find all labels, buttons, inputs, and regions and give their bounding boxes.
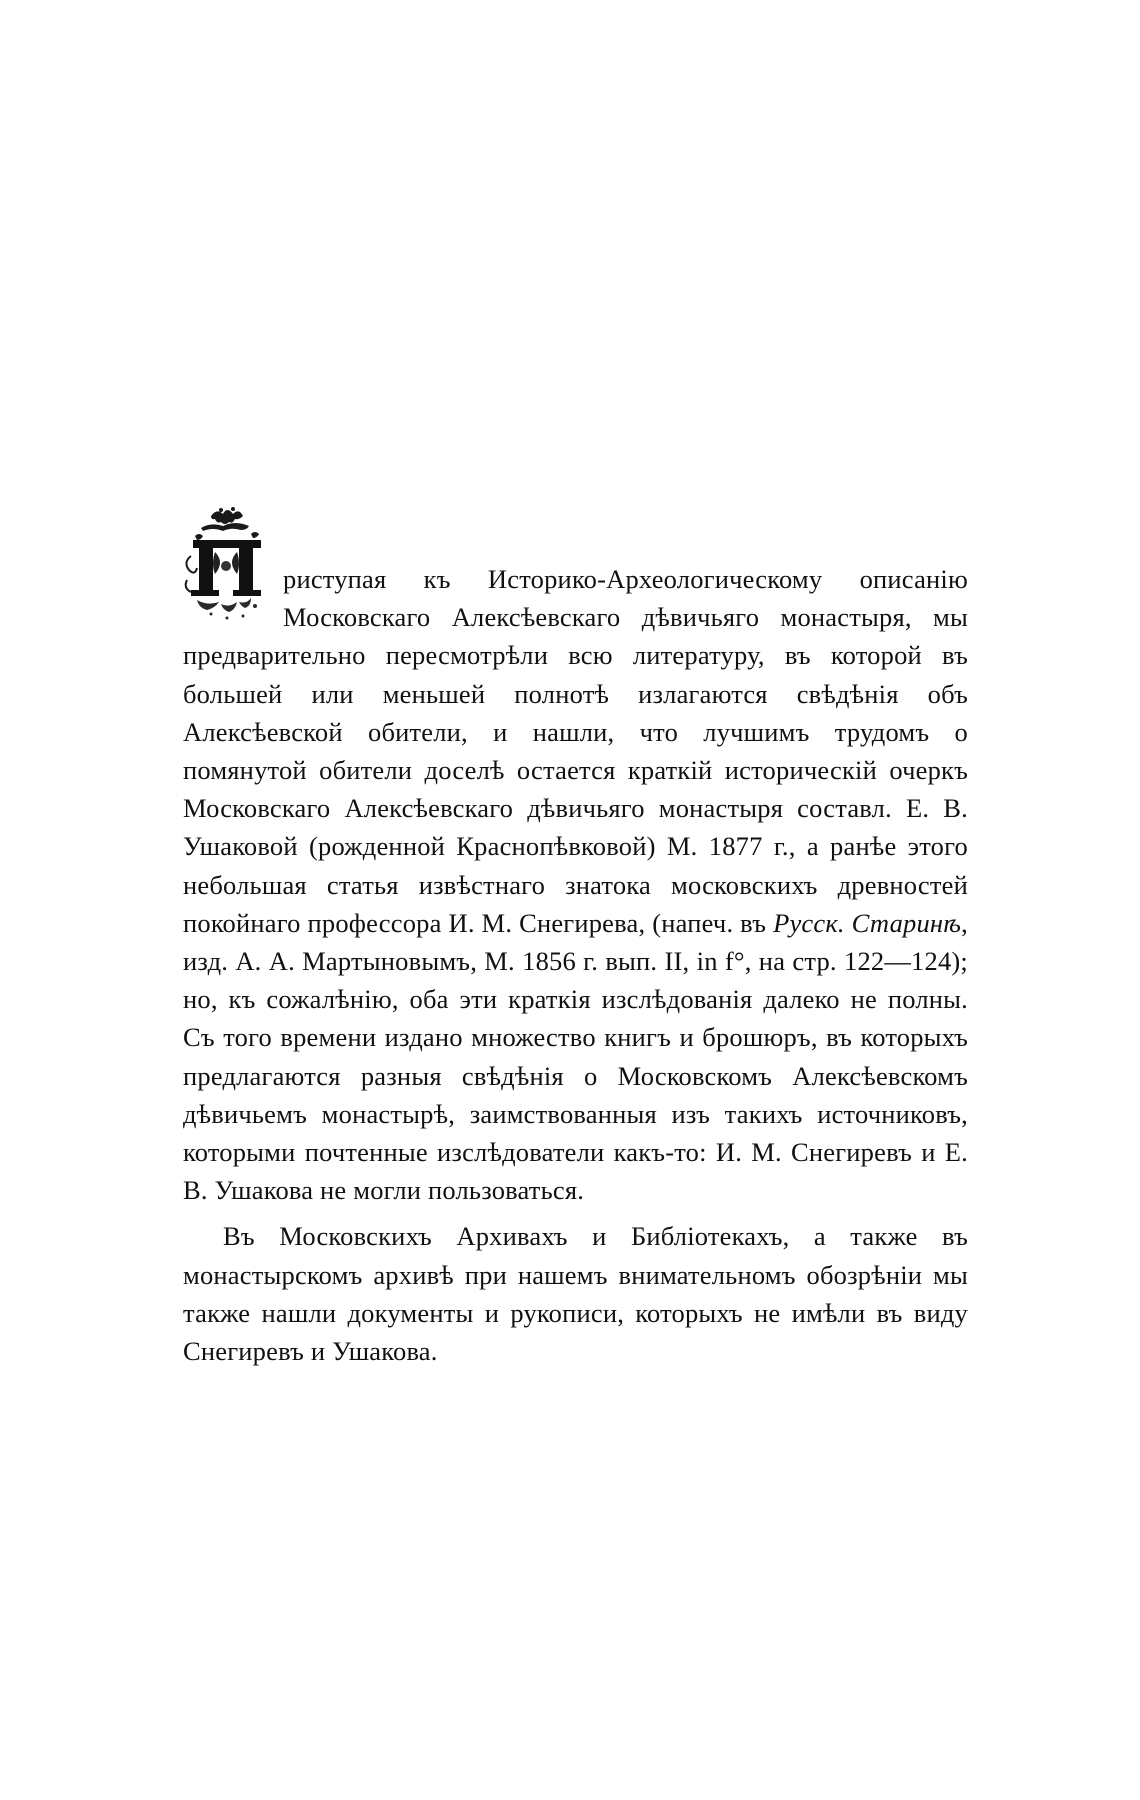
text-block [183, 560, 968, 1370]
paragraph-1-lead: риступая къ Историко-Археологическому описанію Московскаго Алексѣевскаго дѣвичьяго монастыря, мы предварительно пересмотрѣли всю литературу, въ которой въ большей или меньшей полнотѣ излагаются свѣдѣнія объ Алексѣевской обители, и нашли, что лучшимъ трудомъ о помянутой обители доселѣ остается краткій историческій очеркъ Московскаго Алексѣевскаго дѣвичьяго монастыря составл. Е. В. Ушаковой (рожденной Краснопѣвковой) М. 1877 г., а ранѣе этого небольшая статья извѣстнаго знатока московскихъ древностей покойнаго профессора И. М. Снегирева, (напеч. въ [183, 564, 968, 938]
paragraph-1-italic-title: Русск. Старинѣ [773, 907, 962, 938]
paragraph-1 [183, 560, 968, 1209]
paragraph-1-tail: , изд. А. А. Мартыновымъ, М. 1856 г. вып. II, in f°, на стр. 122—124); но, къ сожалѣнію, оба эти краткія изслѣдованія далеко не полны. Съ того времени издано множество книгъ и брошюръ, въ которыхъ предлагаются разныя свѣдѣнія о Московскомъ Алексѣевскомъ дѣвичьемъ монастырѣ, заимствованныя изъ такихъ источниковъ, которыми почтенные изслѣдователи какъ-то: И. М. Снегиревъ и Е. В. Ушакова не могли пользоваться. [183, 907, 968, 1206]
paragraph-2: Въ Московскихъ Архивахъ и Библіотекахъ, а также въ монастырскомъ архивѣ при нашемъ внимательномъ обозрѣніи мы также нашли документы и рукописи, которыхъ не имѣли въ виду Снегиревъ и Ушакова. [183, 1221, 968, 1367]
dropcap-ornament-icon [181, 506, 273, 622]
ornamental-dropcap [181, 506, 273, 622]
